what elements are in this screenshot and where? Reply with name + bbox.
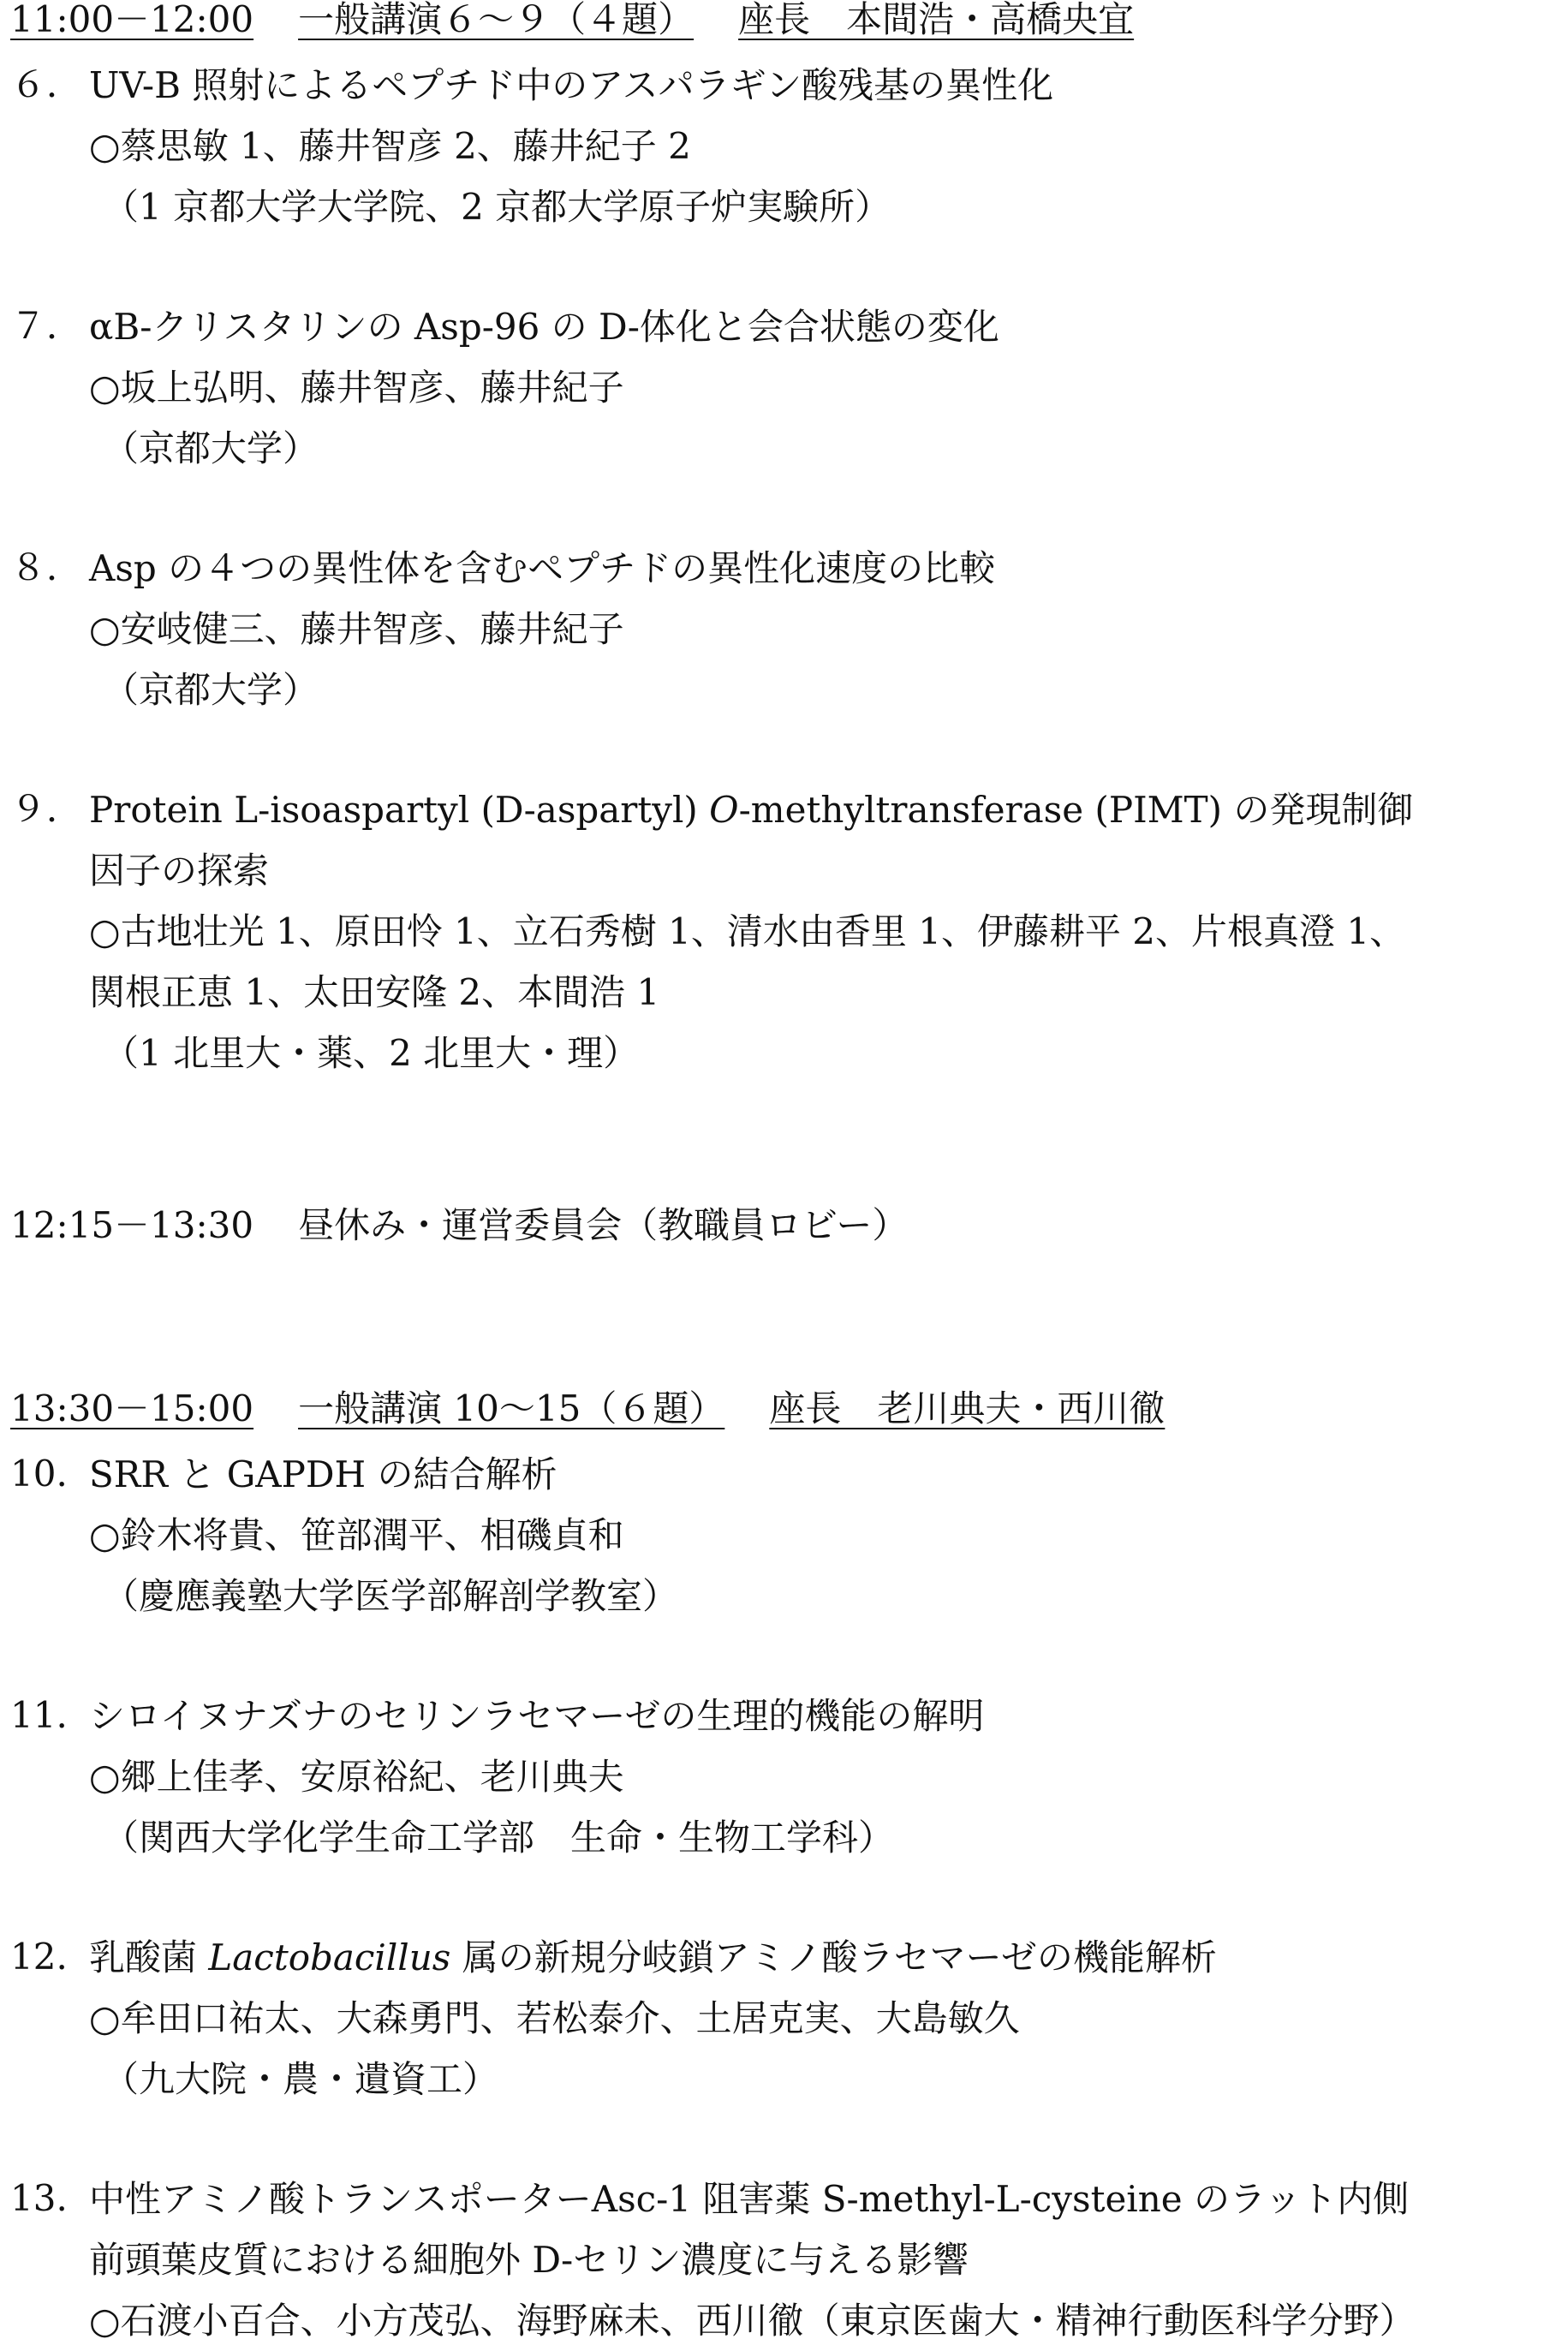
session-chairs: 座長 老川典夫・西川徹 xyxy=(769,1387,1166,1429)
talk-body xyxy=(89,296,1553,479)
talk-number: 13. xyxy=(10,2177,68,2219)
talk-body xyxy=(89,1927,1553,2109)
session-header-1 xyxy=(10,0,1134,46)
talk-title-italic: O xyxy=(709,789,739,831)
talk-affiliation: （1 京都大学大学院、2 京都大学原子炉実験所） xyxy=(103,186,891,228)
talk-authors: ○鈴木将貴、笹部潤平、相磯貞和 xyxy=(89,1514,624,1556)
talk-number: ７． xyxy=(10,305,83,347)
talk-title xyxy=(89,1927,1553,1988)
talk-affiliation: （九大院・農・遺資工） xyxy=(103,2058,499,2100)
talk-number: 11. xyxy=(10,1694,68,1736)
talk-title: UV-B 照射によるペプチド中のアスパラギン酸残基の異性化 xyxy=(89,64,1054,106)
talk-title-part: 乳酸菌 xyxy=(89,1936,209,1978)
talk-title-italic: Lactobacillus xyxy=(208,1936,451,1978)
talk-authors: ○坂上弘明、藤井智彦、藤井紀子 xyxy=(89,367,624,409)
talk-title-part: Protein L‑isoaspartyl (D‑aspartyl) xyxy=(89,789,710,831)
session-chairs: 座長 本間浩・高橋央宜 xyxy=(738,0,1135,40)
talk-authors: ○古地壮光 1、原田怜 1、立石秀樹 1、清水由香里 1、伊藤耕平 2、片根真澄 1、 関根正恵 1、太田安隆 2、本間浩 1 xyxy=(89,910,1406,1013)
session-time: 13:30－15:00 xyxy=(10,1387,254,1429)
talk-number: 10. xyxy=(10,1453,68,1495)
talk-body xyxy=(89,1686,1553,1868)
talk-title: αB‑クリスタリンの Asp‑96 の D‑体化と会合状態の変化 xyxy=(89,306,999,348)
talk-number: ６． xyxy=(10,63,83,105)
talk-body xyxy=(89,538,1553,720)
talk-affiliation: （関西大学化学生命工学部 生命・生物工学科） xyxy=(103,1817,895,1859)
talk-body xyxy=(89,2169,1553,2351)
talk-title: シロイヌナズナのセリンラセマーゼの生理的機能の解明 xyxy=(89,1695,985,1737)
talk-title: 中性アミノ酸トランスポーターAsc‑1 阻害薬 S‑methyl‑L‑cysteine のラット内側 前頭葉皮質における細胞外 D‑セリン濃度に与える影響 xyxy=(89,2178,1410,2281)
break-label: 昼休み・運営委員会（教職員ロビー） xyxy=(298,1204,909,1246)
talk-authors: ○蔡思敏 1、藤井智彦 2、藤井紀子 2 xyxy=(89,125,691,167)
talk-body xyxy=(89,1444,1553,1626)
session-title: 一般講演 10～15（６題） xyxy=(298,1387,725,1429)
talk-affiliation: （慶應義塾大学医学部解剖学教室） xyxy=(103,1575,679,1617)
session-time: 11:00－12:00 xyxy=(10,0,254,40)
talk-title-part: 属の新規分岐鎖アミノ酸ラセマーゼの機能解析 xyxy=(450,1936,1217,1978)
talk-body xyxy=(89,55,1553,237)
talk-number: ８． xyxy=(10,546,83,588)
talk-number: 12. xyxy=(10,1936,68,1978)
talk-authors: ○郷上佳孝、安原裕紀、老川典夫 xyxy=(89,1756,624,1798)
session-header-2 xyxy=(10,1382,1165,1435)
talk-affiliation: （1 北里大・薬、2 北里大・理） xyxy=(103,1032,640,1074)
session-title: 一般講演６～９（４題） xyxy=(298,0,695,40)
talk-body xyxy=(89,779,1553,1083)
lunch-break xyxy=(10,1199,908,1252)
talk-title: Asp の４つの異性体を含むペプチドの異性化速度の比較 xyxy=(89,547,996,589)
talk-title: SRR と GAPDH の結合解析 xyxy=(89,1453,557,1495)
talk-affiliation: （京都大学） xyxy=(103,427,319,469)
talk-title xyxy=(89,779,1553,901)
talk-authors: ○安岐健三、藤井智彦、藤井紀子 xyxy=(89,608,624,650)
talk-title-part: ‑methyltransferase (PIMT) の発現制御 因子の探索 xyxy=(89,789,1414,892)
talk-number: ９． xyxy=(10,788,83,830)
talk-authors: ○石渡小百合、小方茂弘、海野麻未、西川徹（東京医歯大・精神行動医科学分野） xyxy=(89,2300,1416,2342)
talk-authors: ○牟田口祐太、大森勇門、若松泰介、土居克実、大島敏久 xyxy=(89,1997,1020,2039)
talk-affiliation: （京都大学） xyxy=(103,669,319,711)
break-time: 12:15－13:30 xyxy=(10,1204,254,1246)
